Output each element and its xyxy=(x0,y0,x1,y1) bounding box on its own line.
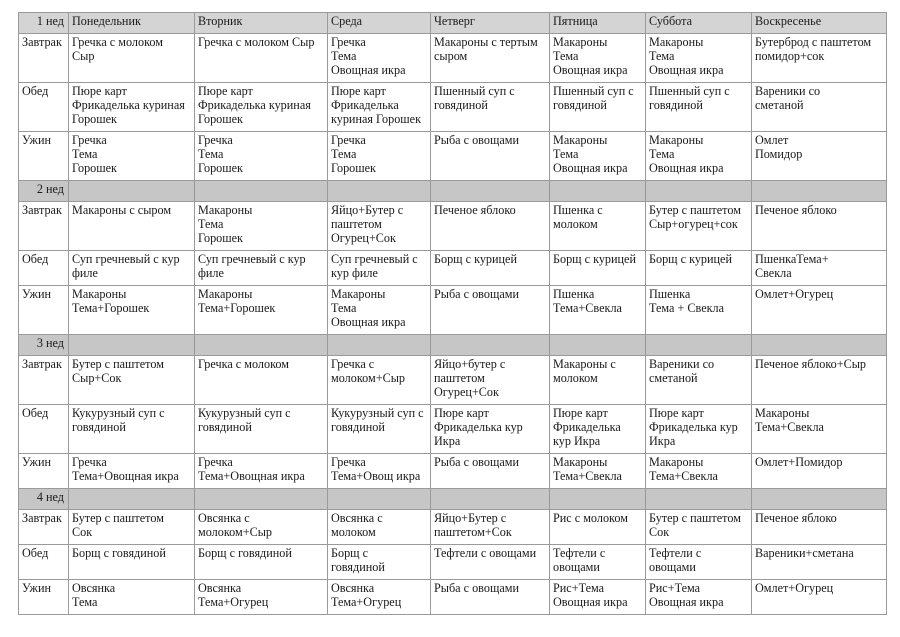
menu-cell: Тефтели с овощами xyxy=(550,545,646,580)
menu-cell: Макароны с молоком xyxy=(550,356,646,405)
menu-cell: ПшенкаТема+ Свекла xyxy=(752,251,887,286)
menu-cell: Рис+Тема Овощная икра xyxy=(550,580,646,615)
menu-cell: Рыба с овощами xyxy=(431,286,550,335)
menu-cell: Яйцо+Бутер с паштетом Огурец+Сок xyxy=(328,202,431,251)
meal-label: Обед xyxy=(19,83,69,132)
meal-label: Завтрак xyxy=(19,202,69,251)
meal-row xyxy=(19,132,887,181)
menu-cell: Макароны Тема Овощная икра xyxy=(646,132,752,181)
menu-cell: Макароны Тема Овощная икра xyxy=(328,286,431,335)
menu-cell: Рис+Тема Овощная икра xyxy=(646,580,752,615)
meal-row xyxy=(19,251,887,286)
menu-cell: Макароны с сыром xyxy=(69,202,195,251)
menu-cell: Пшенный суп с говядиной xyxy=(550,83,646,132)
menu-cell: Кукурузный суп с говядиной xyxy=(328,405,431,454)
meal-row xyxy=(19,510,887,545)
menu-cell: Бутерброд с паштетом помидор+сок xyxy=(752,34,887,83)
menu-cell: Овсянка с молоком+Сыр xyxy=(195,510,328,545)
day-header: Вторник xyxy=(195,13,328,34)
menu-cell: Макароны Тема+Свекла xyxy=(646,454,752,489)
meal-label: Завтрак xyxy=(19,510,69,545)
menu-cell: Пшенка с молоком xyxy=(550,202,646,251)
menu-cell: Омлет+Огурец xyxy=(752,580,887,615)
menu-cell: Омлет Помидор xyxy=(752,132,887,181)
menu-cell: Печеное яблоко xyxy=(752,202,887,251)
menu-cell: Суп гречневый с кур филе xyxy=(195,251,328,286)
menu-cell: Борщ с курицей xyxy=(646,251,752,286)
menu-cell: Гречка с молоком Сыр xyxy=(195,34,328,83)
menu-cell: Бутер с паштетом Сыр+Сок xyxy=(69,356,195,405)
day-header: Воскресенье xyxy=(752,13,887,34)
menu-cell: Гречка Тема Овощная икра xyxy=(328,34,431,83)
menu-cell: Гречка Тема Горошек xyxy=(195,132,328,181)
menu-cell: Вареники+сметана xyxy=(752,545,887,580)
menu-cell: Суп гречневый с кур филе xyxy=(328,251,431,286)
menu-cell: Печеное яблоко xyxy=(752,510,887,545)
menu-cell: Вареники со сметаной xyxy=(752,83,887,132)
meal-label: Ужин xyxy=(19,580,69,615)
meal-row xyxy=(19,34,887,83)
menu-cell: Печеное яблоко xyxy=(431,202,550,251)
menu-cell: Гречка Тема+Овощная икра xyxy=(195,454,328,489)
menu-cell: Пюре карт Фрикаделька куриная Горошек xyxy=(69,83,195,132)
menu-cell: Гречка Тема+Овощ икра xyxy=(328,454,431,489)
week-header-row xyxy=(19,181,887,202)
week-label: 1 нед xyxy=(19,13,69,34)
week-label: 4 нед xyxy=(19,489,69,510)
meal-row xyxy=(19,580,887,615)
meal-row xyxy=(19,83,887,132)
menu-cell: Рис с молоком xyxy=(550,510,646,545)
meal-label: Обед xyxy=(19,251,69,286)
day-header: Понедельник xyxy=(69,13,195,34)
week-header-row xyxy=(19,335,887,356)
menu-cell: Борщ с курицей xyxy=(550,251,646,286)
header-row xyxy=(19,13,887,34)
menu-cell: Овсянка Тема+Огурец xyxy=(328,580,431,615)
menu-cell: Кукурузный суп с говядиной xyxy=(69,405,195,454)
meal-row xyxy=(19,405,887,454)
menu-cell: Омлет+Огурец xyxy=(752,286,887,335)
meal-row xyxy=(19,545,887,580)
menu-cell: Гречка Тема Горошек xyxy=(328,132,431,181)
menu-cell: Макароны Тема Овощная икра xyxy=(550,132,646,181)
menu-cell: Гречка с молоком xyxy=(195,356,328,405)
meal-plan-sheet xyxy=(18,12,887,615)
menu-cell: Гречка Тема+Овощная икра xyxy=(69,454,195,489)
meal-row xyxy=(19,454,887,489)
meal-label: Завтрак xyxy=(19,34,69,83)
menu-cell: Пшенка Тема+Свекла xyxy=(550,286,646,335)
menu-cell: Печеное яблоко+Сыр xyxy=(752,356,887,405)
menu-cell: Пшенка Тема + Свекла xyxy=(646,286,752,335)
meal-row xyxy=(19,202,887,251)
menu-cell: Борщ с говядиной xyxy=(195,545,328,580)
menu-cell: Овсянка с молоком xyxy=(328,510,431,545)
menu-cell: Вареники со сметаной xyxy=(646,356,752,405)
meal-label: Обед xyxy=(19,405,69,454)
menu-cell: Пюре карт Фрикаделька кур Икра xyxy=(431,405,550,454)
week-label: 3 нед xyxy=(19,335,69,356)
day-header: Пятница xyxy=(550,13,646,34)
menu-cell: Борщ с говядиной xyxy=(69,545,195,580)
menu-cell: Гречка Тема Горошек xyxy=(69,132,195,181)
menu-cell: Макароны Тема+Горошек xyxy=(69,286,195,335)
menu-cell: Кукурузный суп с говядиной xyxy=(195,405,328,454)
menu-cell: Овсянка Тема+Огурец xyxy=(195,580,328,615)
menu-cell: Гречка с молоком Сыр xyxy=(69,34,195,83)
menu-cell: Макароны Тема+Свекла xyxy=(550,454,646,489)
menu-cell: Яйцо+бутер с паштетом Огурец+Сок xyxy=(431,356,550,405)
meal-row xyxy=(19,356,887,405)
menu-cell: Макароны Тема+Горошек xyxy=(195,286,328,335)
menu-cell: Рыба с овощами xyxy=(431,454,550,489)
menu-cell: Макароны с тертым сыром xyxy=(431,34,550,83)
meal-label: Ужин xyxy=(19,454,69,489)
menu-cell: Омлет+Помидор xyxy=(752,454,887,489)
meal-label: Завтрак xyxy=(19,356,69,405)
menu-cell: Овсянка Тема xyxy=(69,580,195,615)
week-label: 2 нед xyxy=(19,181,69,202)
menu-cell: Тефтели с овощами xyxy=(646,545,752,580)
menu-cell: Рыба с овощами xyxy=(431,132,550,181)
menu-cell: Макароны Тема Овощная икра xyxy=(646,34,752,83)
menu-cell: Пюре карт Фрикаделька куриная Горошек xyxy=(195,83,328,132)
menu-cell: Макароны Тема Овощная икра xyxy=(550,34,646,83)
menu-cell: Бутер с паштетом Сыр+огурец+сок xyxy=(646,202,752,251)
menu-cell: Тефтели с овощами xyxy=(431,545,550,580)
menu-cell: Пшенный суп с говядиной xyxy=(431,83,550,132)
menu-cell: Яйцо+Бутер с паштетом+Сок xyxy=(431,510,550,545)
day-header: Четверг xyxy=(431,13,550,34)
menu-cell: Бутер с паштетом Сок xyxy=(69,510,195,545)
meal-row xyxy=(19,286,887,335)
menu-cell: Пюре карт Фрикаделька куриная Горошек xyxy=(328,83,431,132)
menu-cell: Бутер с паштетом Сок xyxy=(646,510,752,545)
menu-cell: Пшенный суп с говядиной xyxy=(646,83,752,132)
menu-cell: Борщ с курицей xyxy=(431,251,550,286)
menu-cell: Рыба с овощами xyxy=(431,580,550,615)
meal-label: Ужин xyxy=(19,286,69,335)
menu-cell: Гречка с молоком+Сыр xyxy=(328,356,431,405)
menu-cell: Пюре карт Фрикаделька кур Икра xyxy=(550,405,646,454)
menu-cell: Макароны Тема Горошек xyxy=(195,202,328,251)
day-header: Суббота xyxy=(646,13,752,34)
menu-cell: Борщ с говядиной xyxy=(328,545,431,580)
meal-label: Ужин xyxy=(19,132,69,181)
meal-label: Обед xyxy=(19,545,69,580)
menu-cell: Макароны Тема+Свекла xyxy=(752,405,887,454)
week-header-row xyxy=(19,489,887,510)
menu-cell: Суп гречневый с кур филе xyxy=(69,251,195,286)
meal-plan-table xyxy=(18,12,887,615)
day-header: Среда xyxy=(328,13,431,34)
menu-cell: Пюре карт Фрикаделька кур Икра xyxy=(646,405,752,454)
